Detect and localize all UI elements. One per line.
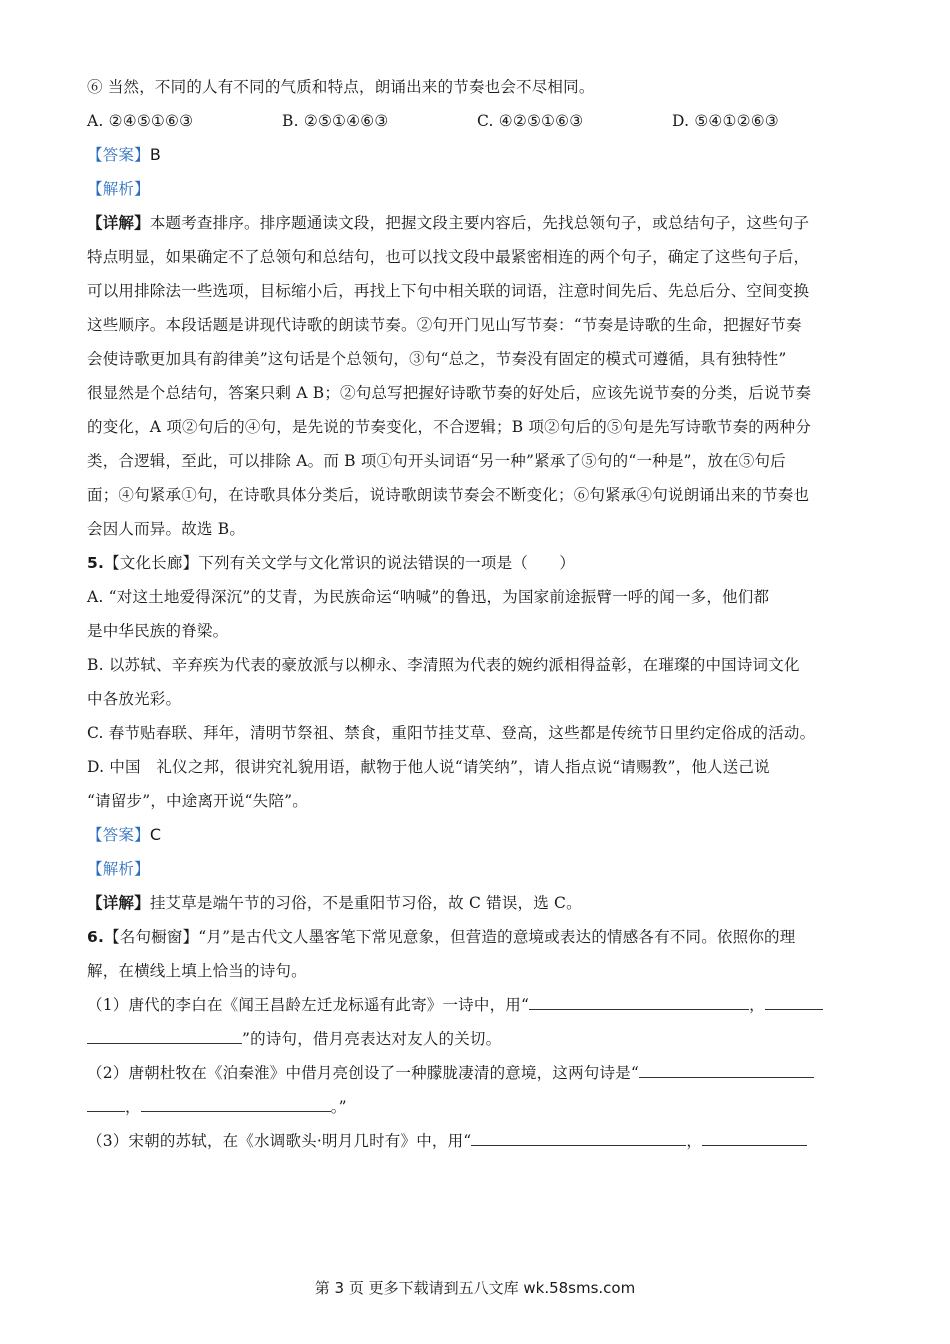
detail-tag: 【详解】: [87, 893, 150, 912]
q4-detail-line: 会使诗歌更加具有韵律美”这句话是个总领句，③句“总之，节奏没有固定的模式可遵循，具有独特性”: [87, 350, 787, 368]
answer-blank[interactable]: [529, 991, 749, 1010]
q4-detail-line: 很显然是个总结句，答案只剩 A B；②句总写把握好诗歌节奏的好处后，应该先说节奏的分类，后说节奏: [87, 384, 812, 402]
q4-option-a: A. ②④⑤①⑥③: [87, 112, 194, 130]
detail-text: 本题考查排序。排序题通读文段，把握文段主要内容后，先找总领句子，或总结句子，这些句子: [149, 214, 810, 232]
q5-detail: [87, 886, 867, 920]
q4-detail-line: 这些顺序。本段话题是讲现代诗歌的朗读节奏。②句开门见山写节奏：“节奏是诗歌的生命，把握好节奏: [87, 316, 802, 334]
q6-question: “月”是古代文人墨客笔下常见意象，但营造的意境或表达的情感各有不同。依照你的理: [198, 928, 796, 946]
answer-blank[interactable]: [141, 1093, 331, 1112]
answer-blank[interactable]: [87, 1093, 125, 1112]
q6-sub2: [87, 1056, 867, 1090]
q5-option-line: 中各放光彩。: [87, 690, 182, 708]
q5-analysis: [87, 852, 867, 886]
q5-tag: 【文化长廊】: [104, 554, 199, 572]
answer-blank[interactable]: [702, 1127, 807, 1146]
q6-sub2-text: （2）唐朝杜牧在《泊秦淮》中借月亮创设了一种朦胧凄清的意境，这两句诗是“: [87, 1064, 639, 1082]
analysis-tag: 【解析】: [87, 860, 150, 878]
q5-option-line: C. 春节贴春联、拜年，清明节祭祖、禁食，重阳节挂艾草、登高，这些都是传统节日里约定俗成的活动。: [87, 724, 816, 742]
q6-sub2-cont: [87, 1090, 867, 1124]
q4-option-d: D. ⑤④①②⑥③: [672, 112, 779, 130]
q5-option-line: B. 以苏轼、辛弃疾为代表的豪放派与以柳永、李清照为代表的婉约派相得益彰，在璀璨的中国诗词文化: [87, 656, 800, 674]
q5-question: 下列有关文学与文化常识的说法错误的一项是（ ）: [198, 554, 576, 572]
q5-option-line: 是中华民族的脊梁。: [87, 622, 229, 640]
q6-sub3: [87, 1124, 867, 1158]
comma: ，: [749, 996, 765, 1014]
q6-sub2-tail: 。”: [330, 1098, 347, 1116]
q6-stem-cont: 解，在横线上填上恰当的诗句。: [87, 962, 307, 980]
q4-detail-line: 的变化，A 项②句后的④句，是先说的节奏变化，不合逻辑；B 项②句后的⑤句是先写诗歌节奏的两种分: [87, 418, 812, 436]
answer-tag: 【答案】: [87, 826, 150, 844]
document-page: [87, 70, 867, 1158]
answer-blank[interactable]: [639, 1059, 814, 1078]
q4-option-c: C. ④②⑤①⑥③: [477, 112, 584, 130]
analysis-tag: 【解析】: [87, 180, 150, 198]
sentence-6: ⑥ 当然，不同的人有不同的气质和特点，朗诵出来的节奏也会不尽相同。: [87, 78, 595, 96]
q6-tag: 【名句橱窗】: [104, 928, 199, 946]
q4-detail-line: 会因人而异。故选 B。: [87, 520, 246, 538]
q4-options: [87, 104, 867, 138]
answer-blank[interactable]: [471, 1127, 686, 1146]
q4-detail-line: [87, 206, 867, 240]
q6-sub1-cont: [87, 1022, 867, 1056]
q5-option-line: A. “对这土地爱得深沉”的艾青，为民族命运“呐喊”的鲁迅，为国家前途振臂一呼的闻一多，他们都: [87, 588, 770, 606]
q5-answer: [87, 818, 867, 852]
detail-tag: 【详解】: [87, 213, 150, 232]
answer-blank[interactable]: [765, 991, 823, 1010]
page-footer: 第 3 页 更多下载请到五八文库 wk.58sms.com: [314, 1279, 636, 1297]
answer-value: C: [149, 825, 162, 844]
q4-option-b: B. ②⑤①④⑥③: [282, 112, 389, 130]
comma: ，: [125, 1098, 141, 1116]
comma: ，: [686, 1132, 703, 1150]
q5-number: 5.: [87, 554, 105, 572]
q6-sub1: [87, 988, 867, 1022]
q6-stem: [87, 920, 867, 954]
q6-sub1-text: （1）唐代的李白在《闻王昌龄左迁龙标遥有此寄》一诗中，用“: [87, 996, 530, 1014]
q4-detail-line: 特点明显，如果确定不了总领句和总结句，也可以找文段中最紧密相连的两个句子，确定了这些句子后，: [87, 248, 810, 266]
q5-stem: [87, 546, 867, 580]
q4-answer: [87, 138, 867, 172]
q6-number: 6.: [87, 928, 105, 946]
answer-tag: 【答案】: [87, 146, 150, 164]
q6-sub1-tail: ”的诗句，借月亮表达对友人的关切。: [242, 1030, 502, 1048]
q4-detail-line: 面；④句紧承①句，在诗歌具体分类后，说诗歌朗读节奏会不断变化；⑥句紧承④句说朗诵出来的节奏也: [87, 486, 810, 504]
detail-text: 挂艾草是端午节的习俗，不是重阳节习俗，故 C 错误，选 C。: [149, 894, 582, 912]
q4-analysis: [87, 172, 867, 206]
answer-value: B: [149, 145, 161, 164]
q4-detail-line: 可以用排除法一些选项，目标缩小后，再找上下句中相关联的词语，注意时间先后、先总后分、空间变换: [87, 282, 810, 300]
q5-option-line: D. 中国 礼仪之邦，很讲究礼貌用语，献物于他人说“请笑纳”，请人指点说“请赐教”，他人送己说: [87, 758, 770, 776]
q4-detail-line: 类，合逻辑，至此，可以排除 A。而 B 项①句开头词语“另一种”紧承了⑤句的“一种是”，放在⑤句后: [87, 452, 786, 470]
q5-option-line: “请留步”，中途离开说“失陪”。: [87, 792, 308, 810]
q6-sub3-text: （3）宋朝的苏轼，在《水调歌头·明月几时有》中，用“: [87, 1132, 472, 1150]
answer-blank[interactable]: [87, 1025, 242, 1044]
